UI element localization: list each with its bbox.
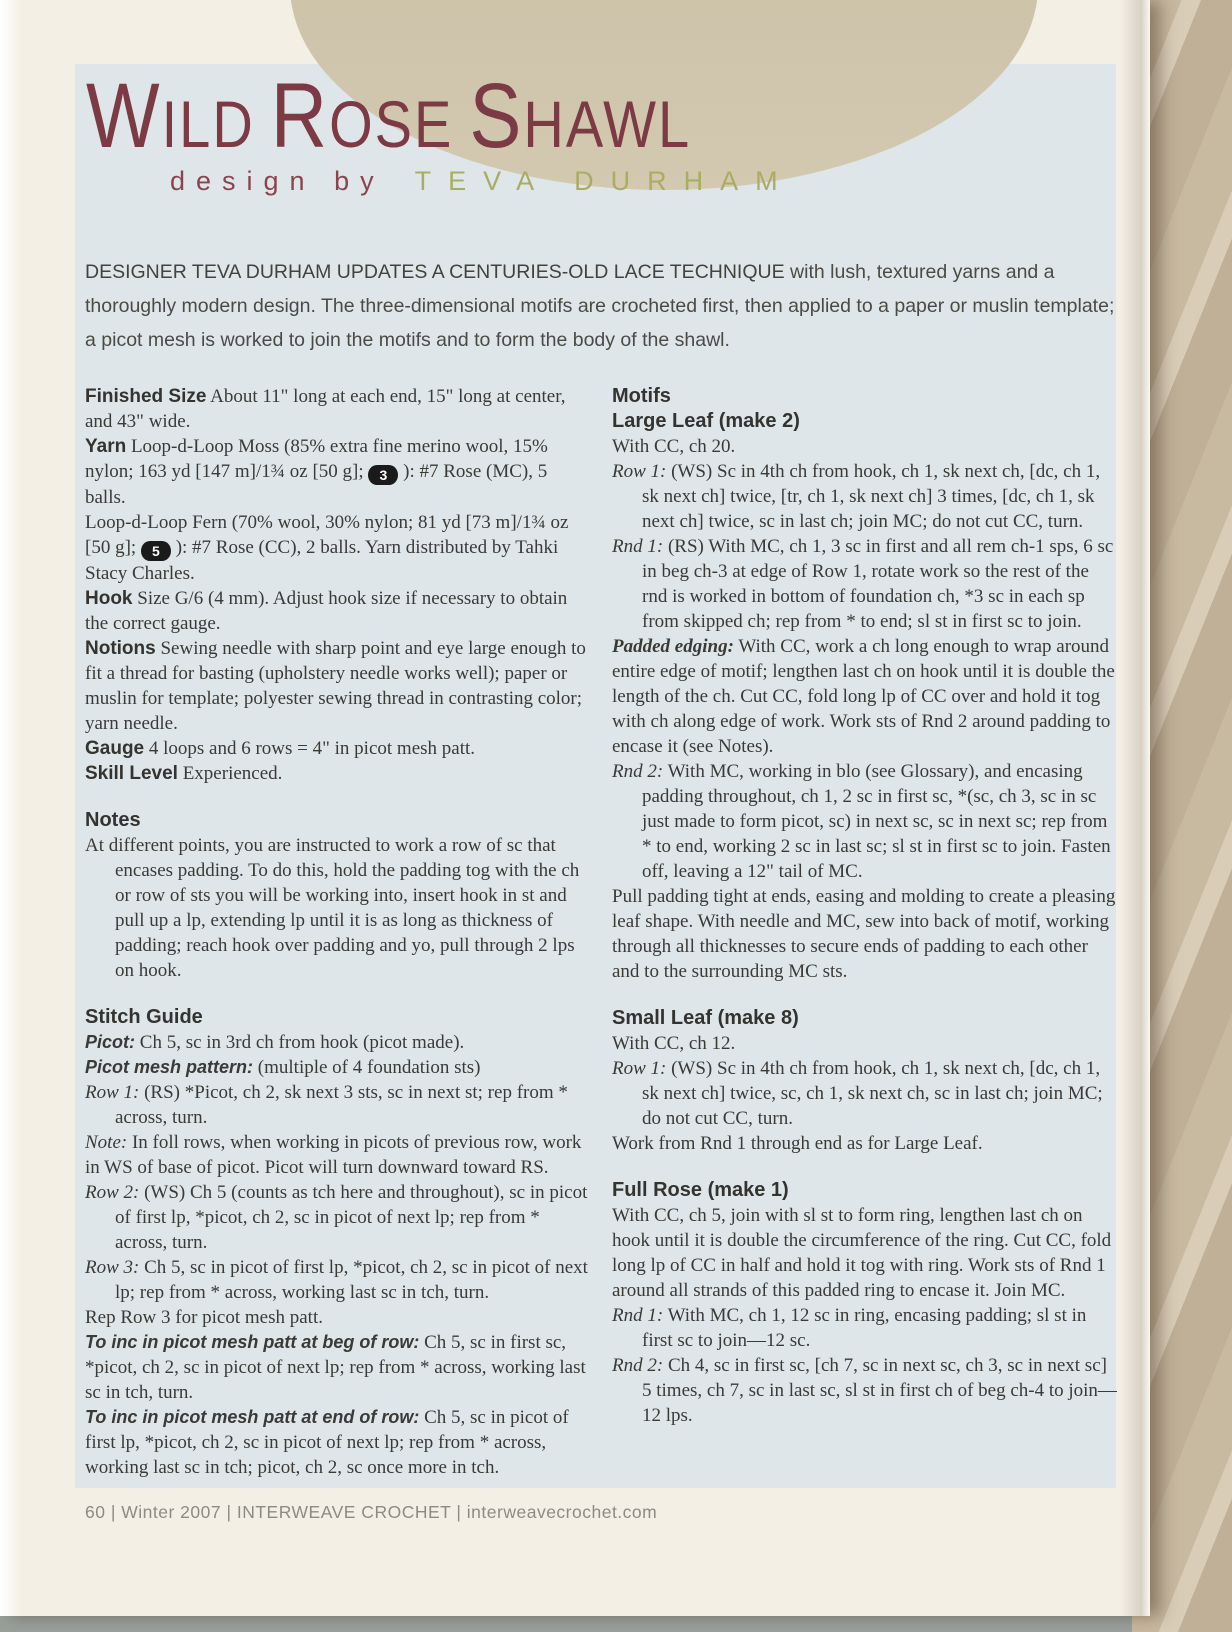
term-label: Rnd 1: — [612, 536, 664, 557]
body-text: Ch 5, sc in picot of first lp, *picot, ch 2, sc in picot of next lp; rep from * across, working last sc in tch, turn. — [115, 1257, 588, 1303]
motifs-heading: Motifs — [612, 385, 671, 407]
term-label: Picot: — [85, 1032, 136, 1052]
small-leaf-row-1 — [612, 1056, 1117, 1131]
term-label: Rnd 1: — [612, 1305, 664, 1326]
spec-hook — [85, 586, 590, 636]
body-text: 4 loops and 6 rows = 4" in picot mesh patt. — [144, 738, 476, 759]
large-leaf-heading: Large Leaf (make 2) — [612, 410, 800, 432]
notes-heading: Notes — [85, 809, 141, 831]
full-rose-rnd-2 — [612, 1353, 1117, 1428]
stitch-row-1 — [85, 1080, 590, 1130]
stitch-picot-mesh — [85, 1055, 590, 1080]
stitch-note — [85, 1130, 590, 1180]
spec-yarn-1 — [85, 434, 590, 510]
spec-gauge — [85, 736, 590, 761]
term-label: Notions — [85, 638, 156, 659]
body-text: Experienced. — [177, 763, 283, 784]
body-text: Ch 5, sc in picot of first lp, *picot, ch 2, sc in picot of next lp; rep from * across, working last sc in tch; picot, ch 2, sc once more in tch. — [85, 1407, 569, 1478]
yarn-weight-3-icon: 3 — [368, 465, 398, 485]
intro-paragraph — [85, 256, 1120, 358]
full-rose-heading: Full Rose (make 1) — [612, 1179, 789, 1201]
small-leaf-setup: With CC, ch 12. — [612, 1033, 736, 1054]
byline-prefix: design by — [170, 166, 385, 196]
stitch-picot — [85, 1030, 590, 1055]
left-column — [85, 384, 590, 1480]
term-label: Finished Size — [85, 386, 207, 407]
yarn-weight-5-icon: 5 — [141, 541, 171, 561]
term-label: Padded edging: — [612, 636, 734, 657]
byline — [170, 166, 795, 197]
stitch-rep-row: Rep Row 3 for picot mesh patt. — [85, 1307, 323, 1328]
body-text: Ch 4, sc in first sc, [ch 7, sc in next sc, ch 3, sc in next sc] 5 times, ch 7, sc in last sc, sl st in first ch of beg ch-4 to join—12 lps. — [642, 1355, 1117, 1426]
body-text: Sewing needle with sharp point and eye large enough to fit a thread for basting (upholstery needle works well); paper or muslin for template; polyester sewing thread in contrasting color; yarn needle. — [85, 638, 586, 734]
spec-skill-level — [85, 761, 590, 786]
body-text: ): #7 Rose (CC), 2 balls. Yarn distributed by Tahki Stacy Charles. — [85, 537, 559, 584]
intro-lead: DESIGNER TEVA DURHAM UPDATES A CENTURIES-OLD LACE TECHNIQUE — [85, 261, 785, 283]
spec-finished-size — [85, 384, 590, 434]
stitch-guide-heading: Stitch Guide — [85, 1006, 203, 1028]
small-leaf-continuation: Work from Rnd 1 through end as for Large Leaf. — [612, 1133, 983, 1154]
large-leaf-padded-edging — [612, 634, 1117, 759]
body-text: Ch 5, sc in first sc, *picot, ch 2, sc in picot of next lp; rep from * across, working last sc in tch, turn. — [85, 1332, 586, 1403]
body-text: About 11" long at each end, 15" long at center, and 43" wide. — [85, 386, 566, 432]
full-rose-setup: With CC, ch 5, join with sl st to form ring, lengthen last ch on hook until it is double the circumference of the ring. Cut CC, fold long lp of CC in half and hold it tog with ring. Work sts of Rnd 1 around all strands of this padded ring to encase it. Join MC. — [612, 1205, 1112, 1301]
large-leaf-rnd-2 — [612, 759, 1117, 884]
large-leaf-rnd-1 — [612, 534, 1117, 634]
body-text: Loop-d-Loop Fern (70% wool, 30% nylon; 81 yd [73 m]/1¾ oz [50 g]; — [85, 512, 569, 558]
right-column — [612, 384, 1117, 1480]
stitch-row-2 — [85, 1180, 590, 1255]
term-label: Picot mesh pattern: — [85, 1057, 254, 1077]
large-leaf-row-1 — [612, 459, 1117, 534]
notes-paragraph: At different points, you are instructed to work a row of sc that encases padding. To do this, hold the padding tog with the ch or row of sts you will be working into, insert hook in st and pull up a lp, extending lp until it is as long as thickness of padding; reach hook over padding and yo, pull through 2 lps on hook. — [85, 835, 580, 981]
large-leaf-finishing: Pull padding tight at ends, easing and molding to create a pleasing leaf shape. With needle and MC, sew into back of motif, working through all thicknesses to secure ends of padding to each other and to the surrounding MC sts. — [612, 886, 1116, 982]
byline-author: TEVA DURHAM — [414, 166, 795, 196]
intro-text: with lush, textured yarns and a thoroughly modern design. The three-dimensional motifs are crocheted first, then applied to a paper or muslin template; a picot mesh is worked to join the motifs and to form the body of the shawl. — [85, 261, 1115, 351]
stitch-inc-beg — [85, 1330, 590, 1405]
spec-yarn-2 — [85, 510, 590, 586]
stitch-row-3 — [85, 1255, 590, 1305]
term-label: Gauge — [85, 738, 145, 759]
body-text: (multiple of 4 foundation sts) — [253, 1057, 481, 1078]
title-word: SHAWL — [469, 63, 692, 168]
page-footer: 60 | Winter 2007 | INTERWEAVE CROCHET | interweavecrochet.com — [85, 1502, 658, 1522]
term-label: Row 1: — [85, 1082, 140, 1103]
term-label: Skill Level — [85, 763, 178, 784]
term-label: Row 2: — [85, 1182, 140, 1203]
body-text: In foll rows, when working in picots of previous row, work in WS of base of picot. Picot will turn downward toward RS. — [85, 1132, 582, 1178]
body-text: With CC, work a ch long enough to wrap around entire edge of motif; lengthen last ch on hook until it is double the length of the ch. Cut CC, fold long lp of CC over and hold it tog with ch along edge of work. Work sts of Rnd 2 around padding to encase it (see Notes). — [612, 636, 1115, 757]
body-text: Ch 5, sc in 3rd ch from hook (picot made). — [135, 1032, 465, 1053]
body-text: Size G/6 (4 mm). Adjust hook size if necessary to obtain the correct gauge. — [85, 588, 568, 634]
body-text: Loop-d-Loop Moss (85% extra fine merino wool, 15% nylon; 163 yd [147 m]/1¾ oz [50 g]; — [85, 436, 548, 482]
spec-notions — [85, 636, 590, 736]
term-label: Yarn — [85, 436, 127, 457]
term-label: Row 3: — [85, 1257, 140, 1278]
term-label: Row 1: — [612, 1058, 667, 1079]
title-word: WILD — [86, 63, 255, 168]
full-rose-rnd-1 — [612, 1303, 1117, 1353]
term-label: Row 1: — [612, 461, 667, 482]
term-label: Rnd 2: — [612, 1355, 664, 1376]
body-text: (RS) With MC, ch 1, 3 sc in first and all rem ch-1 sps, 6 sc in beg ch-3 at edge of Row 1, rotate work so the rest of the rnd is worked in bottom of foundation ch, *3 sc in each sp from skipped ch; rep from * to end; sl st in first sc to join. — [642, 536, 1114, 632]
article-title — [86, 62, 707, 169]
term-label: Rnd 2: — [612, 761, 664, 782]
term-label: To inc in picot mesh patt at beg of row: — [85, 1332, 420, 1352]
term-label: To inc in picot mesh patt at end of row: — [85, 1407, 420, 1427]
large-leaf-setup: With CC, ch 20. — [612, 436, 736, 457]
stitch-inc-end — [85, 1405, 590, 1480]
small-leaf-heading: Small Leaf (make 8) — [612, 1007, 799, 1029]
body-text: (WS) Ch 5 (counts as tch here and throughout), sc in picot of first lp, *picot, ch 2, sc in picot of next lp; rep from * across, turn. — [115, 1182, 588, 1253]
body-text: (RS) *Picot, ch 2, sk next 3 sts, sc in next st; rep from * across, turn. — [115, 1082, 568, 1128]
body-text: With MC, working in blo (see Glossary), and encasing padding throughout, ch 1, 2 sc in first sc, *(sc, ch 3, sc in sc just made to form picot, sc) in next sc, sc in next sc; rep from * to end, working 2 sc in last sc; sl st in first sc to join. Fasten off, leaving a 12" tail of MC. — [642, 761, 1111, 882]
body-text: (WS) Sc in 4th ch from hook, ch 1, sk next ch, [dc, ch 1, sk next ch] twice, [tr, ch 1, sk next ch] 3 times, [dc, ch 1, sk next ch] twice, sc in last ch; join MC; do not cut CC, turn. — [642, 461, 1101, 532]
term-label: Hook — [85, 588, 133, 609]
title-word: ROSE — [270, 63, 454, 168]
term-label: Note: — [85, 1132, 128, 1153]
body-text: ): #7 Rose (MC), 5 balls. — [85, 461, 548, 508]
body-text: With MC, ch 1, 12 sc in ring, encasing padding; sl st in first sc to join—12 sc. — [642, 1305, 1087, 1351]
two-column-body — [85, 384, 1117, 1480]
body-text: (WS) Sc in 4th ch from hook, ch 1, sk next ch, [dc, ch 1, sk next ch] twice, sc, ch 1, sk next ch, sc in last ch; join MC; do not cut CC, turn. — [642, 1058, 1103, 1129]
